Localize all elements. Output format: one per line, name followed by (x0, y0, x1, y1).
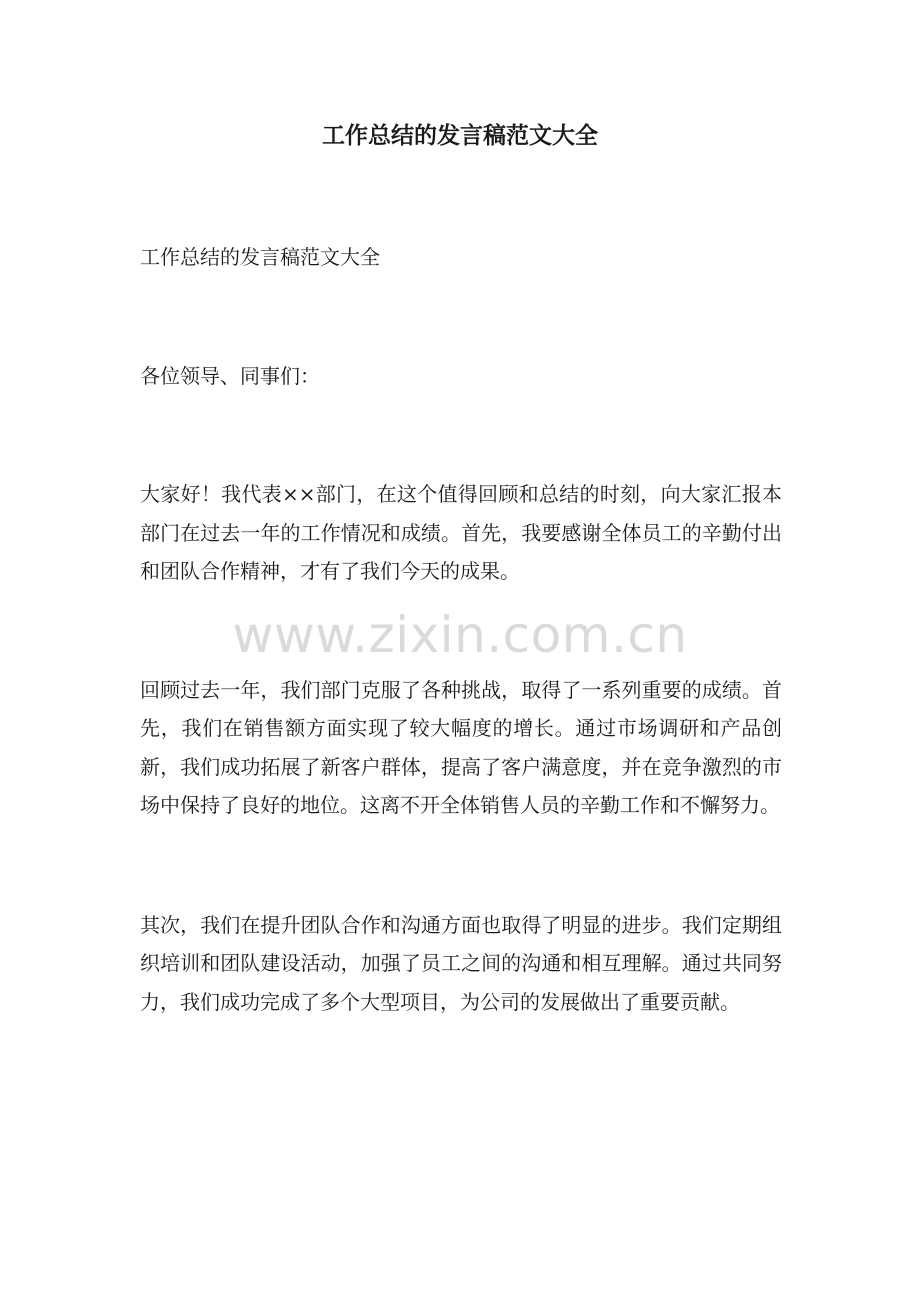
paragraph-review: 回顾过去一年，我们部门克服了各种挑战，取得了一系列重要的成绩。首先，我们在销售额方面实现了较大幅度的增长。通过市场调研和产品创新，我们成功拓展了新客户群体，提高了客户满意度，并在竞争激烈的市场中保持了良好的地位。这离不开全体销售人员的辛勤工作和不懈努力。 (140, 677, 782, 817)
paragraph-teamwork: 其次，我们在提升团队合作和沟通方面也取得了明显的进步。我们定期组织培训和团队建设活动，加强了员工之间的沟通和相互理解。通过共同努力，我们成功完成了多个大型项目，为公司的发展做出了重要贡献。 (140, 912, 782, 1014)
salutation: 各位领导、同事们： (140, 363, 320, 388)
watermark-text: www.zixin.com.cn (232, 606, 688, 664)
document-body (140, 238, 782, 1021)
document-subtitle: 工作总结的发言稿范文大全 (140, 245, 380, 269)
document-title: 工作总结的发言稿范文大全 (322, 122, 598, 149)
paragraph-intro: 大家好！我代表××部门，在这个值得回顾和总结的时刻，向大家汇报本部门在过去一年的工作情况和成绩。首先，我要感谢全体员工的辛勤付出和团队合作精神，才有了我们今天的成果。 (140, 482, 782, 583)
